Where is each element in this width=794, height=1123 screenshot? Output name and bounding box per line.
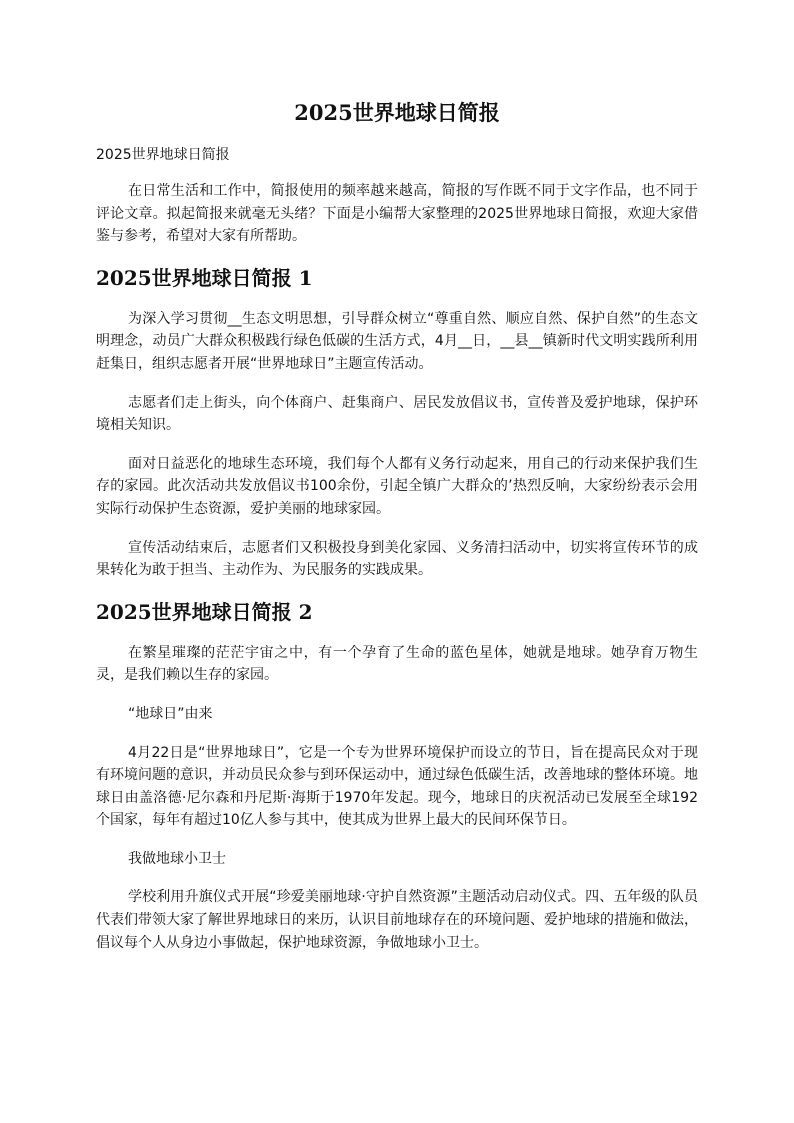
section-1-paragraph: 志愿者们走上街头，向个体商户、赶集商户、居民发放倡议书，宣传普及爱护地球，保护环境相关知识。	[96, 394, 698, 434]
section-2-paragraph: 4月22日是“世界地球日”，它是一个专为世界环境保护而设立的节日，旨在提高民众对于现有环境问题的意识，并动员民众参与到环保运动中，通过绿色低碳生活，改善地球的整体环境。地球日由盖洛德·尼尔森和丹尼斯·海斯于1970年发起。现今，地球日的庆祝活动已发展至全球192个国家，每年有超过10亿人参与其中，使其成为世界上最大的民间环保节日。	[96, 744, 698, 829]
section-2-heading: 2025世界地球日简报 2	[96, 599, 313, 624]
document-subtitle: 2025世界地球日简报	[96, 147, 230, 163]
section-2-subheading: 我做地球小卫士	[128, 850, 226, 867]
section-2-subheading: “地球日”由来	[128, 705, 213, 722]
section-1-paragraph: 为深入学习贯彻__生态文明思想，引导群众树立“尊重自然、顺应自然、保护自然”的生态文明理念，动员广大群众积极践行绿色低碳的生活方式，4月__日，__县__镇新时代文明实践所利用赶集日，组织志愿者开展“世界地球日”主题宣传活动。	[96, 310, 698, 372]
document-page	[96, 92, 698, 954]
document-title: 2025世界地球日简报	[294, 100, 500, 125]
intro-paragraph: 在日常生活和工作中，简报使用的频率越来越高，简报的写作既不同于文字作品，也不同于评论文章。拟起简报来就毫无头绪？下面是小编帮大家整理的2025世界地球日简报，欢迎大家借鉴与参考，希望对大家有所帮助。	[96, 183, 698, 245]
section-1-paragraph: 宣传活动结束后，志愿者们又积极投身到美化家园、义务清扫活动中，切实将宣传环节的成果转化为敢于担当、主动作为、为民服务的实践成果。	[96, 539, 698, 579]
section-2-paragraph: 学校利用升旗仪式开展“珍爱美丽地球·守护自然资源”主题活动启动仪式。四、五年级的队员代表们带领大家了解世界地球日的来历，认识目前地球存在的环境问题、爱护地球的措施和做法，倡议每个人从身边小事做起，保护地球资源，争做地球小卫士。	[96, 889, 698, 951]
section-1-heading: 2025世界地球日简报 1	[96, 265, 313, 290]
section-2-paragraph: 在繁星璀璨的茫茫宇宙之中，有一个孕育了生命的蓝色星体，她就是地球。她孕育万物生灵，是我们赖以生存的家园。	[96, 644, 698, 684]
section-1-paragraph: 面对日益恶化的地球生态环境，我们每个人都有义务行动起来，用自己的行动来保护我们生存的家园。此次活动共发放倡议书100余份，引起全镇广大群众的’热烈反响，大家纷纷表示会用实际行动保护生态资源，爱护美丽的地球家园。	[96, 455, 698, 517]
